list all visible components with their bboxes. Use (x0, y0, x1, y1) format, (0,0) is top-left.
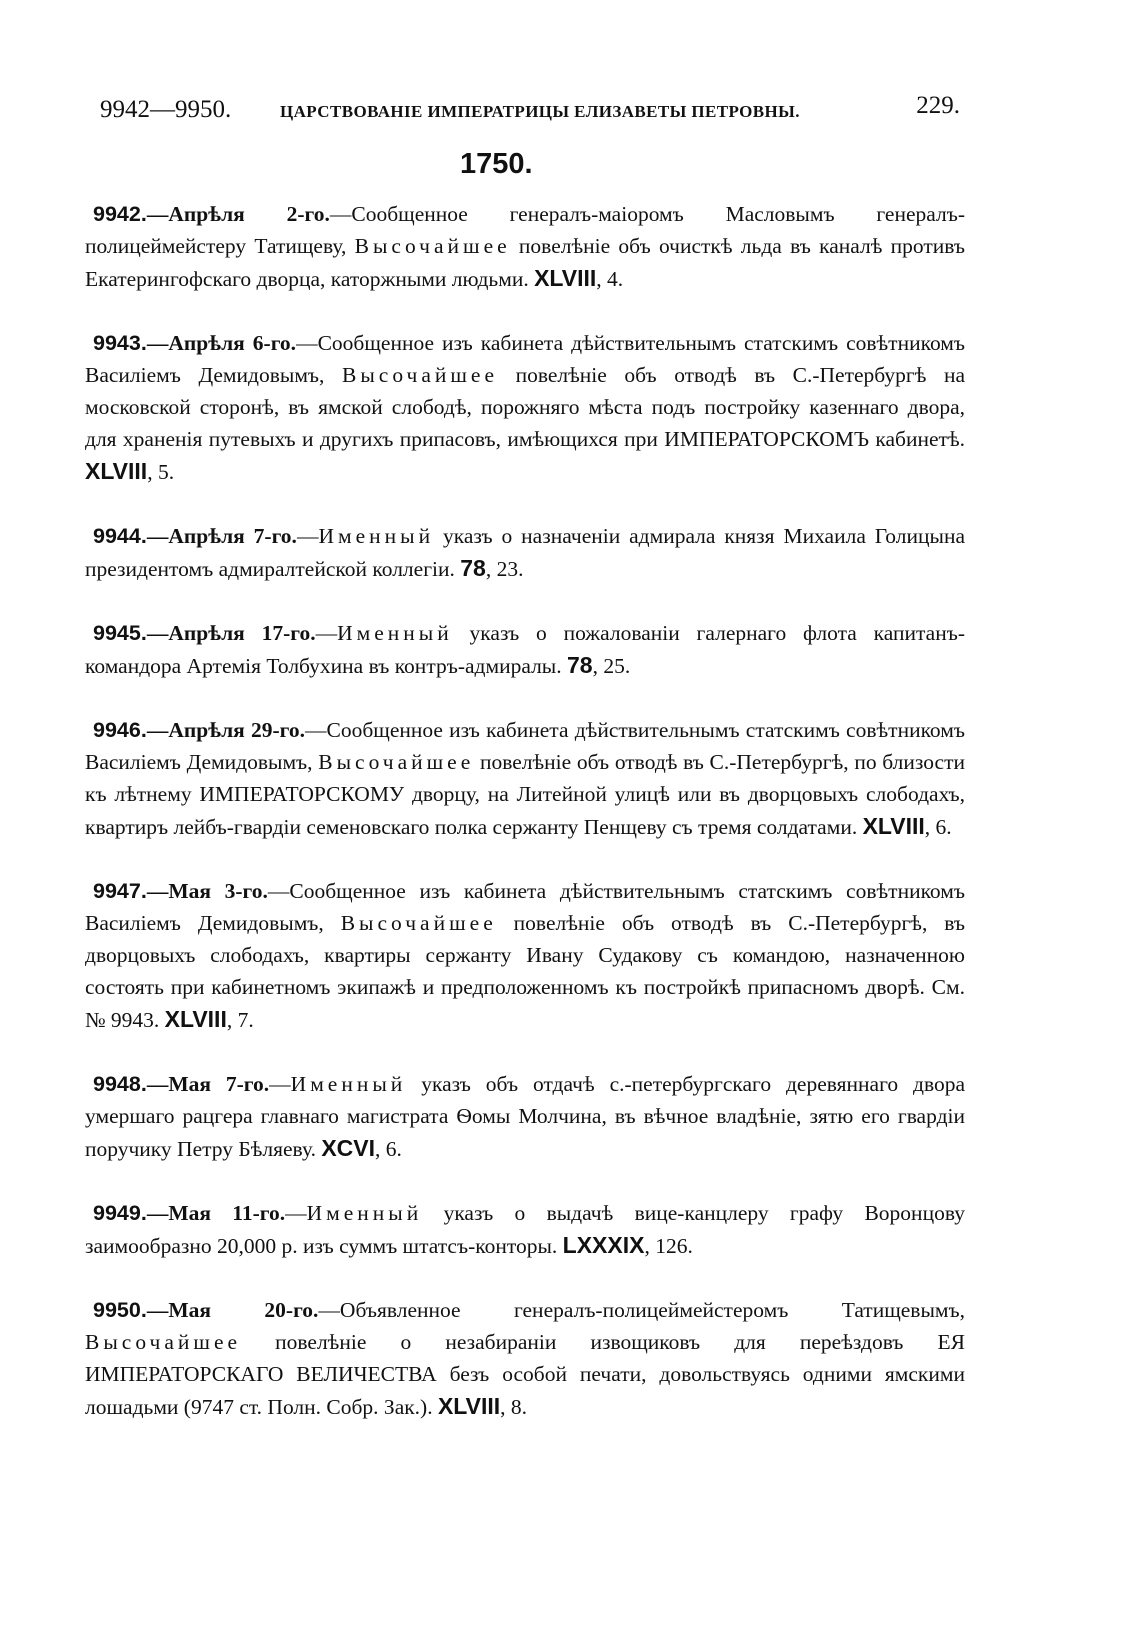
page-reference: , 25. (592, 654, 631, 678)
page-reference: , 7. (226, 1008, 254, 1032)
entry (85, 875, 965, 1036)
entry-text: указъ о пожалованіи галернаго флота капитанъ-командора Артемія Толбухина въ контръ-адмиралы. (85, 621, 965, 678)
entry-number: 9947. (93, 879, 147, 903)
page-reference: , 4. (596, 267, 624, 291)
volume-reference: XCVI (321, 1135, 376, 1161)
entry-date: —Мая 20-го. (146, 1298, 319, 1322)
entry-text: повелѣніе объ отводѣ въ С.-Петербургѣ, по близости къ лѣтнему ИМПЕРАТОРСКОМУ дворцу, на Литейной улицѣ или въ дворцовыхъ слободахъ, квартиръ лейбъ-гвардіи семеновскаго полка сержанту Пенщеву съ тремя солдатами. (85, 750, 965, 839)
entry-spaced-word: Высочайшее (354, 234, 511, 258)
entries-list (85, 198, 965, 1455)
entry-text: повелѣніе о незабираніи извощиковъ для переѣздовъ ЕЯ ИМПЕРАТОРСКАГО ВЕЛИЧЕСТВА безъ особой печати, довольствуясь одними ямскими лошадьми (9747 ст. Полн. Собр. Зак.). (85, 1330, 965, 1419)
entry-text: повелѣніе объ отводѣ въ С.-Петербургѣ на московской сторонѣ, въ ямской слободѣ, порожняго мѣста подъ постройку казеннаго двора, для храненія путевыхъ и другихъ припасовъ, имѣющихся при ИМПЕРАТОРСКОМЪ кабинетѣ. (85, 363, 965, 451)
entry-date: —Апрѣля 2-го. (146, 202, 330, 226)
entry (85, 617, 965, 682)
entry-text: указъ о назначеніи адмирала князя Михаила Голицына президентомъ адмиралтейской коллегіи. (85, 524, 965, 581)
entry-number: 9942. (93, 202, 147, 226)
entry-text: —Сообщенное генералъ-маіоромъ Масловымъ генералъ-полицеймейстеру Татищеву, (85, 202, 965, 258)
page-reference: , 6. (375, 1137, 402, 1161)
entry-text: —Сообщенное изъ кабинета дѣйствительнымъ статскимъ совѣтникомъ Василіемъ Демидовымъ, (85, 879, 965, 935)
volume-reference: XLVIII (164, 1006, 227, 1032)
entry-date: —Апрѣля 17-го. (146, 621, 316, 645)
entry-spaced-word: Именный (306, 1201, 423, 1225)
entry-number: 9946. (93, 718, 147, 742)
page-reference: , 23. (485, 557, 524, 581)
entry-number: 9945. (93, 621, 147, 645)
volume-reference: XLVIII (437, 1393, 501, 1419)
entry-text: —Сообщенное изъ кабинета дѣйствительнымъ статскимъ совѣтникомъ Василіемъ Демидовымъ, (85, 718, 966, 774)
entry (85, 198, 965, 295)
year-heading: 1750. (460, 148, 533, 180)
entry-spaced-word: Именный (337, 621, 453, 645)
entry-number: 9944. (93, 524, 147, 548)
entry (85, 520, 965, 585)
running-title: ЦАРСТВОВАНІЕ ИМПЕРАТРИЦЫ ЕЛИЗАВЕТЫ ПЕТРОВНЫ. (280, 102, 800, 121)
entry-date: —Мая 11-го. (146, 1201, 286, 1225)
entry-date: —Мая 3-го. (146, 879, 268, 903)
entry-text: повелѣніе объ очисткѣ льда въ каналѣ противъ Екатерингофскаго дворца, каторжными людьми. (85, 234, 965, 291)
entry-date: —Апрѣля 29-го. (146, 718, 306, 742)
volume-reference: 78 (460, 555, 486, 581)
page-reference: , 6. (924, 815, 952, 839)
entry-date: —Апрѣля 7-го. (146, 524, 297, 548)
entry-spaced-word: Именный (318, 524, 435, 548)
entry-text: повелѣніе объ отводѣ въ С.-Петербургѣ, въ дворцовыхъ слободахъ, квартиры сержанту Ивану Судакову съ командою, назначенною состоять при кабинетномъ экипажѣ и предположенномъ къ постройкѣ припасномъ дворѣ. См. № 9943. (85, 911, 965, 1032)
entry-spaced-word: Именный (290, 1072, 407, 1096)
entry-number: 9943. (93, 331, 147, 355)
entry-spaced-word: Высочайшее (85, 1330, 242, 1354)
entry-text: указъ объ отдачѣ с.-петербургскаго деревяннаго двора умершаго рацгера главнаго магистрата Ѳомы Молчина, въ вѣчное владѣніе, зятю его гвардіи поручику Петру Бѣляеву. (85, 1072, 966, 1161)
entry (85, 1294, 965, 1423)
entry-number: 9950. (93, 1298, 147, 1322)
entry-date: —Апрѣля 6-го. (146, 331, 297, 355)
running-header (100, 92, 960, 132)
page-number: 229. (916, 92, 960, 119)
entry-text: — (269, 1072, 291, 1096)
entry-number: 9948. (93, 1072, 147, 1096)
volume-reference: LXXXIX (562, 1232, 645, 1258)
volume-reference: XLVIII (862, 813, 925, 839)
entry-text: —Объявленное генералъ-полицеймейстеромъ Татищевымъ, (318, 1298, 966, 1322)
entry-spaced-word: Высочайшее (318, 750, 475, 774)
entry-date: —Мая 7-го. (146, 1072, 270, 1096)
entry-text: — (296, 524, 319, 548)
entry (85, 1068, 965, 1165)
entry-text: — (285, 1201, 307, 1225)
entry-text: указъ о выдачѣ вице-канцлеру графу Воронцову заимообразно 20,000 р. изъ суммъ штатсъ-конторы. (85, 1201, 965, 1258)
page-reference: , 126. (644, 1234, 693, 1258)
volume-reference: 78 (567, 652, 593, 678)
entry-spaced-word: Высочайшее (340, 911, 497, 935)
entry (85, 714, 965, 843)
entry-text: — (315, 621, 338, 645)
entry-spaced-word: Высочайшее (341, 363, 499, 387)
entry-range: 9942—9950. (100, 96, 232, 123)
page-reference: , 5. (147, 460, 175, 484)
entry (85, 1197, 965, 1262)
entry-text: —Сообщенное изъ кабинета дѣйствительнымъ статскимъ совѣтникомъ Василіемъ Демидовымъ, (85, 331, 966, 387)
volume-reference: XLVIII (534, 265, 597, 291)
volume-reference: XLVIII (85, 458, 148, 484)
entry (85, 327, 965, 488)
page-reference: , 8. (500, 1395, 528, 1419)
entry-number: 9949. (93, 1201, 147, 1225)
